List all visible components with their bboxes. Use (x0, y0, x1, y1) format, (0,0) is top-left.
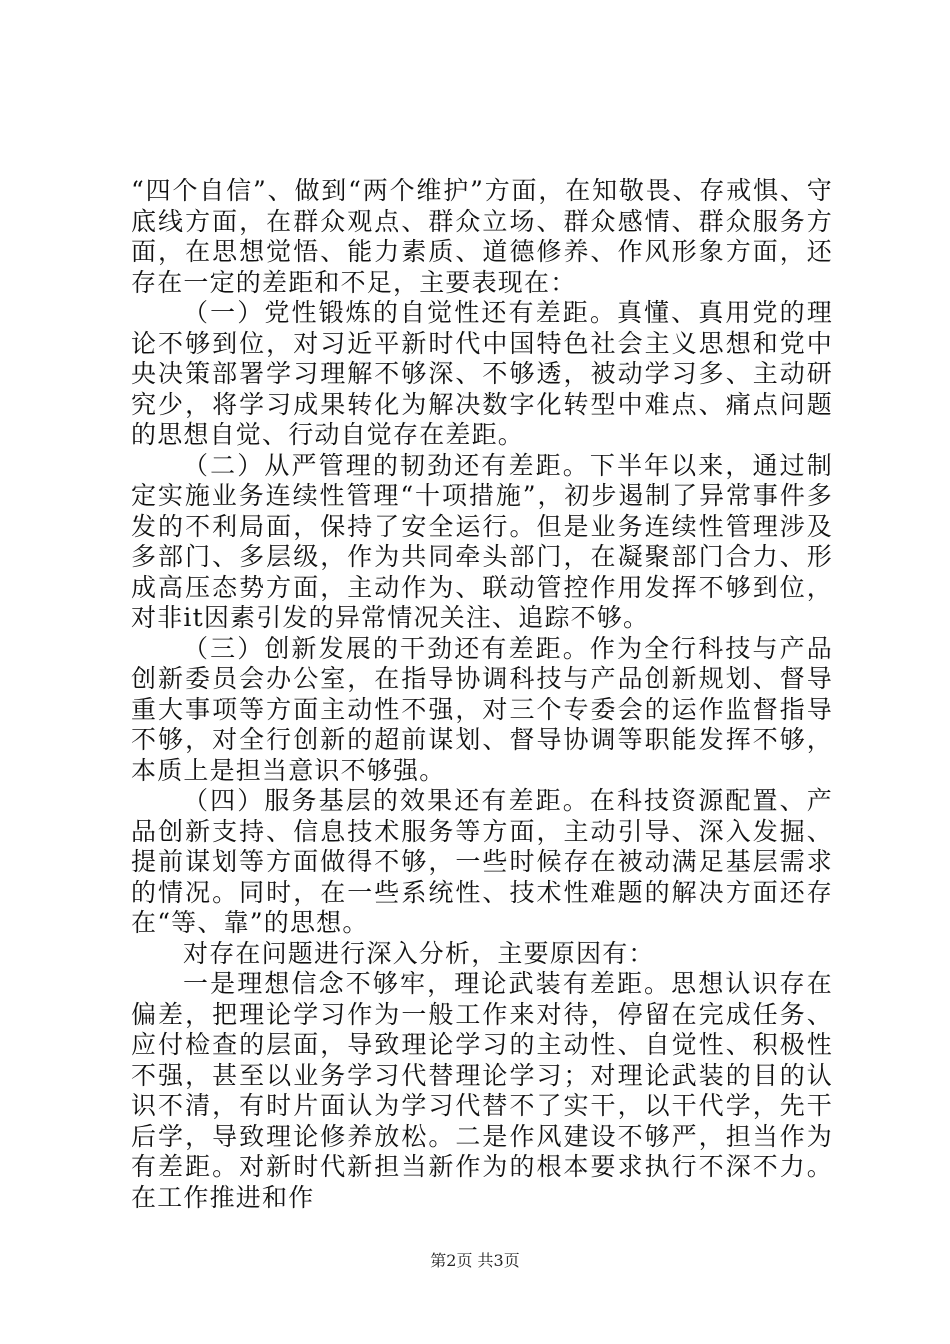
paragraph-section-four: （四）服务基层的效果还有差距。在科技资源配置、产品创新支持、信息技术服务等方面，主动引导、深入发掘、提前谋划等方面做得不够，一些时候存在被动满足基层需求的情况。同时，在一些系统性、技术性难题的解决方面还存在“等、靠”的思想。 (131, 786, 833, 937)
paragraph-section-one: （一）党性锻炼的自觉性还有差距。真懂、真用党的理论不够到位，对习近平新时代中国特色社会主义思想和党中央决策部署学习理解不够深、不够透，被动学习多、主动研究少，将学习成果转化为解决数字化转型中难点、痛点问题的思想自觉、行动自觉存在差距。 (131, 298, 833, 449)
paragraph-section-two: （二）从严管理的韧劲还有差距。下半年以来，通过制定实施业务连续性管理“十项措施”，初步遏制了异常事件多发的不利局面，保持了安全运行。但是业务连续性管理涉及多部门、多层级，作为共同牵头部门，在凝聚部门合力、形成高压态势方面，主动作为、联动管控作用发挥不够到位，对非it因素引发的异常情况关注、追踪不够。 (131, 450, 833, 632)
page-number-footer: 第2页 共3页 (430, 1251, 520, 1270)
document-body (131, 176, 833, 1213)
paragraph-continuation: “四个自信”、做到“两个维护”方面，在知敬畏、存戒惧、守底线方面，在群众观点、群众立场、群众感情、群众服务方面，在思想觉悟、能力素质、道德修养、作风形象方面，还存在一定的差距和不足，主要表现在： (131, 176, 833, 297)
paragraph-causes: 一是理想信念不够牢，理论武装有差距。思想认识存在偏差，把理论学习作为一般工作来对待，停留在完成任务、应付检查的层面，导致理论学习的主动性、自觉性、积极性不强，甚至以业务学习代替理论学习；对理论武装的目的认识不清，有时片面认为学习代替不了实干，以干代学，先干后学，导致理论修养放松。二是作风建设不够严，担当作为有差距。对新时代新担当新作为的根本要求执行不深不力。在工作推进和作 (131, 969, 833, 1212)
paragraph-analysis-intro: 对存在问题进行深入分析，主要原因有： (183, 938, 655, 968)
paragraph-section-three: （三）创新发展的干劲还有差距。作为全行科技与产品创新委员会办公室，在指导协调科技与产品创新规划、督导重大事项等方面主动性不强，对三个专委会的运作监督指导不够，对全行创新的超前谋划、督导协调等职能发挥不够，本质上是担当意识不够强。 (131, 633, 833, 785)
